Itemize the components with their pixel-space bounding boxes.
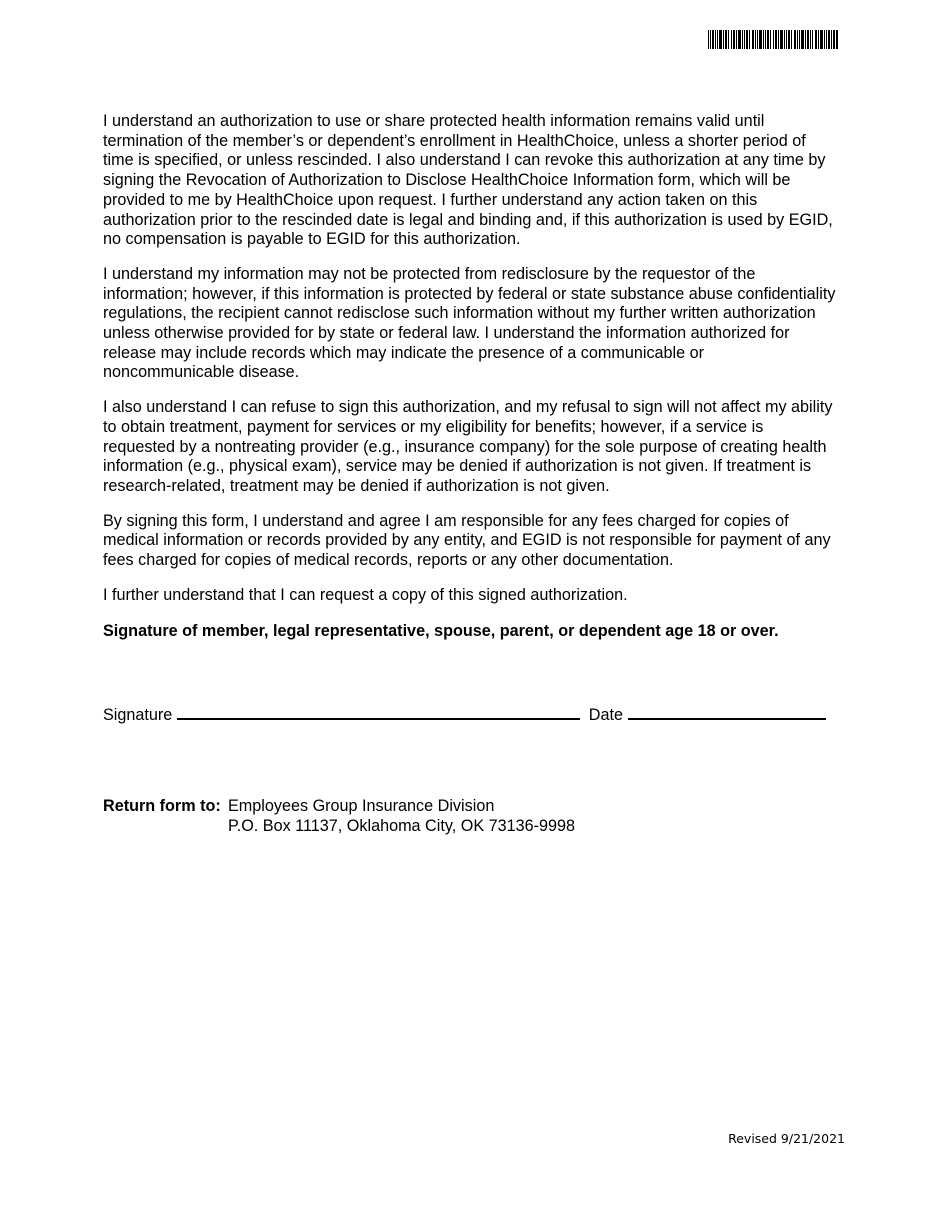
return-label: Return form to: — [103, 797, 221, 815]
date-line[interactable] — [628, 702, 826, 720]
return-block — [103, 796, 575, 836]
signature-row — [103, 702, 833, 724]
revision-date: Revised 9/21/2021 — [728, 1131, 845, 1146]
barcode — [708, 30, 838, 49]
paragraph-fees: By signing this form, I understand and agree I am responsible for any fees charged for copies of medical information or records provided by any entity, and EGID is not responsible for payment of any fees charged for copies of medical records, reports or any other documentation. — [103, 511, 831, 570]
paragraph-validity: I understand an authorization to use or share protected health information remains valid until termination of the member’s or dependent’s enrollment in HealthChoice, unless a shorter period of time is specified, or unless rescinded. I also understand I can revoke this authorization at any time by signing the Revocation of Authorization to Disclose HealthChoice Information form, which will be provided to me by HealthChoice upon request. I further understand any action taken on this authorization prior to the rescinded date is legal and binding and, if this authorization is used by EGID, no compensation is payable to EGID for this authorization. — [103, 112, 833, 249]
signature-label: Signature — [103, 706, 173, 724]
return-address: P.O. Box 11137, Oklahoma City, OK 73136-9998 — [228, 817, 576, 835]
authorization-body — [103, 112, 838, 657]
date-label: Date — [588, 706, 623, 724]
signature-heading: Signature of member, legal representative, spouse, parent, or dependent age 18 or over. — [103, 622, 779, 641]
paragraph-redisclosure: I understand my information may not be protected from redisclosure by the requestor of the information; however, if this information is protected by federal or state substance abuse confidentiality regulations, the recipient cannot redisclose such information without my further written authorization unless otherwise provided for by state or federal law. I understand the information authorized for release may include records which may indicate the presence of a communicable or noncommunicable disease. — [103, 264, 836, 382]
paragraph-copy: I further understand that I can request a copy of this signed authorization. — [103, 585, 628, 604]
return-address-block — [228, 796, 575, 836]
paragraph-refusal: I also understand I can refuse to sign this authorization, and my refusal to sign will not affect my ability to obtain treatment, payment for services or my eligibility for benefits; however, if a service is requested by a nontreating provider (e.g., insurance company) for the sole purpose of creating health information (e.g., physical exam), service may be denied if authorization is not given. If treatment is research-related, treatment may be denied if authorization is not given. — [103, 398, 833, 495]
return-name: Employees Group Insurance Division — [228, 797, 495, 815]
signature-line[interactable] — [177, 702, 580, 720]
